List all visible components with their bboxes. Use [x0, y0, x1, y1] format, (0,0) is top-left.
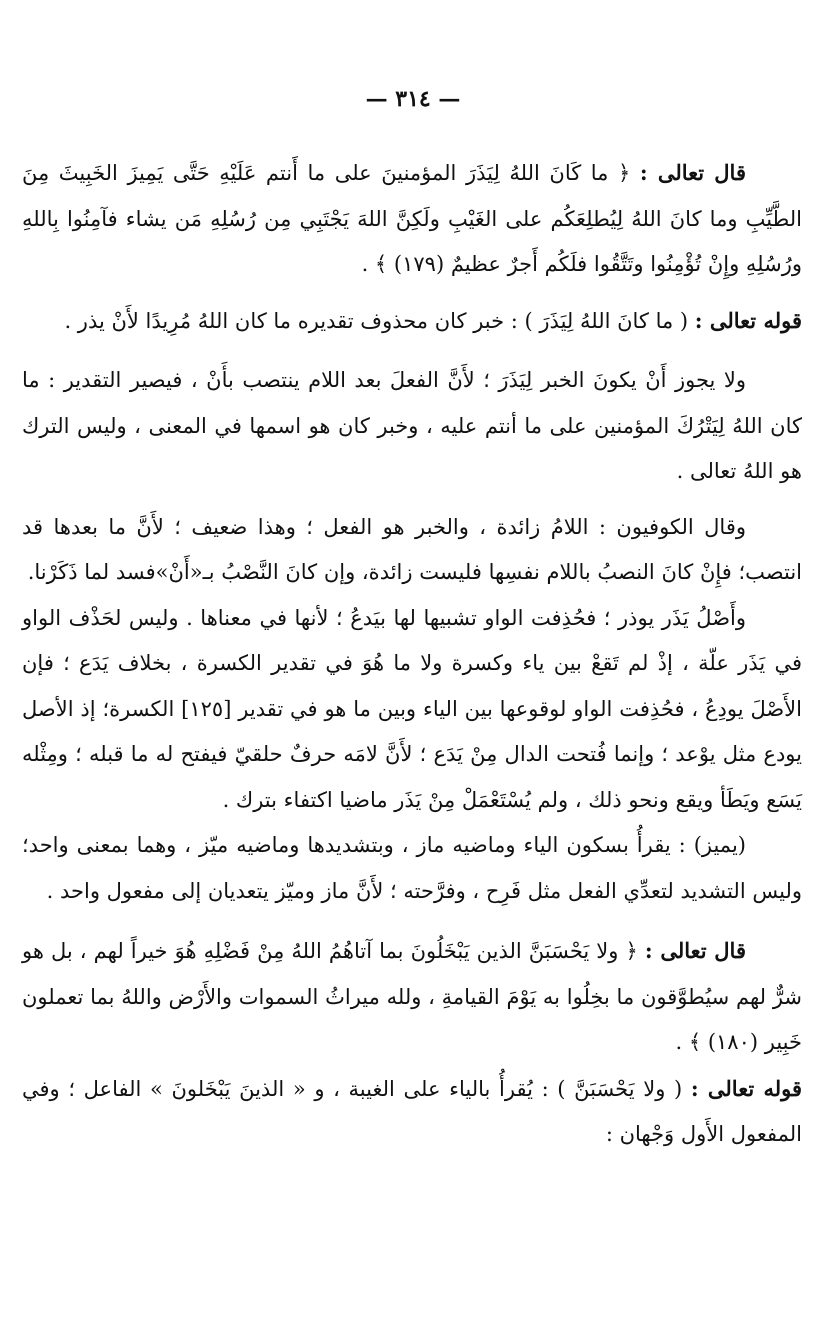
kufiyun-paragraph	[22, 505, 802, 596]
para-lead: قوله تعالى :	[690, 1075, 803, 1101]
yadhar-origin-paragraph	[22, 596, 802, 824]
page-number: — ٣١٤ —	[365, 86, 461, 112]
para-lead: قال تعالى :	[644, 938, 746, 963]
para-text: ( ما كانَ اللهُ لِيَذَرَ ) : خبر كان محذوف تقديره ما كان اللهُ مُرِيدًا لأَنْ يذر .	[64, 308, 695, 333]
quran-verse-180	[22, 928, 802, 1066]
para-text: (يميز) : يقرأُ بسكون الياء وماضيه ماز ، وبتشديدها وماضيه ميّز ، وهما بمعنى واحد؛ وليس التشديد لتعدِّي الفعل مثل فَرِح ، وفرَّحته ؛ لأَنَّ ماز وميّز يتعديان إلى مفعول واحد .	[22, 833, 802, 903]
para-text: وقال الكوفيون : اللامُ زائدة ، والخبر هو الفعل ؛ وهذا ضعيف ؛ لأَنَّ ما بعدها قد انتصب؛ فإِنْ كانَ النصبُ باللام نفسِها فليست زائدة، وإن كانَ النَّصْبُ بـ«أَنْ»فسد لما ذَكَرْنا.	[22, 514, 802, 584]
page-body	[22, 150, 802, 1158]
para-lead: قوله تعالى :	[694, 307, 802, 333]
yamiz-paragraph	[22, 823, 802, 914]
quran-verse-179	[22, 150, 802, 288]
para-text: ﴿ ما كَانَ اللهُ لِيَذَرَ المؤمنينَ على ما أَنتم عَلَيْهِ حَتَّى يَمِيزَ الخَبِيثَ مِنَ الطَّيِّبِ وما كانَ اللهُ لِيُطلِعَكُم على الغَيْبِ ولَكِنَّ اللهَ يَجْتَبِي مِن رُسُلِهِ مَن يشاء فآمِنُوا بِاللهِ ورُسُلِهِ وإِنْ تُؤْمِنُوا وتَتَّقُوا فلَكُم أَجرٌ عظيمٌ (١٧٩) ﴾ .	[22, 161, 802, 276]
comment-paragraph	[22, 298, 802, 345]
para-text: ( ولا يَحْسَبَنَّ ) : يُقرأُ بالياء على الغيبة ، و « الذينَ يَبْخَلونَ » الفاعل ؛ وفي المفعول الأَول وَجْهان :	[22, 1076, 802, 1146]
para-lead: قال تعالى :	[639, 160, 746, 185]
para-text: ﴿ ولا يَحْسَبَنَّ الذين يَبْخَلُونَ بما آتاهُمُ اللهُ مِنْ فَضْلِهِ هُوَ خيراً لهم ، بل هو شرٌّ لهم سيُطوَّقون ما بخِلُوا به يَوْمَ القيامةِ ، ولله ميراثُ السموات والأَرْض واللهُ بما تعملون خَبِير (١٨٠) ﴾ .	[22, 939, 802, 1054]
para-text: وأَصْلُ يَذَر يوذر ؛ فحُذِفت الواو تشبيها لها بيَدعُ ؛ لأنها في معناها . وليس لحَذْف الواو في يَذَر علّة ، إذْ لم تَقعْ بين ياء وكسرة ولا ما هُوَ في تقدير الكسرة ، بخلاف يَدَع ؛ فإن الأَصْلَ يودِعُ ، فحُذِفت الواو لوقوعها بين الياء وبين ما هو في تقدير [١٢٥] الكسرة؛ إذ الأصل يودع مثل يوْعد ؛ وإنما فُتحت الدال مِنْ يَدَع ؛ لأَنَّ لامَه حرفٌ حلقيّ فيفتح له ما قبله ؛ ومِثْله يَسَع ويَطَأ ويقع ونحو ذلك ، ولم يُسْتَعْمَلْ مِنْ يَذَر ماضيا اكتفاء بترك .	[22, 605, 802, 812]
comment-paragraph	[22, 1066, 802, 1158]
grammar-paragraph	[22, 358, 802, 495]
para-text: ولا يجوز أَنْ يكونَ الخبر لِيَذَرَ ؛ لأَنَّ الفعلَ بعد اللام ينتصب بأَنْ ، فيصير التقدير : ما كان اللهُ لِيَتْرُكَ المؤمنين على ما أنتم عليه ، وخبر كان هو اسمها في المعنى ، وليس الترك هو اللهُ تعالى .	[22, 368, 802, 483]
